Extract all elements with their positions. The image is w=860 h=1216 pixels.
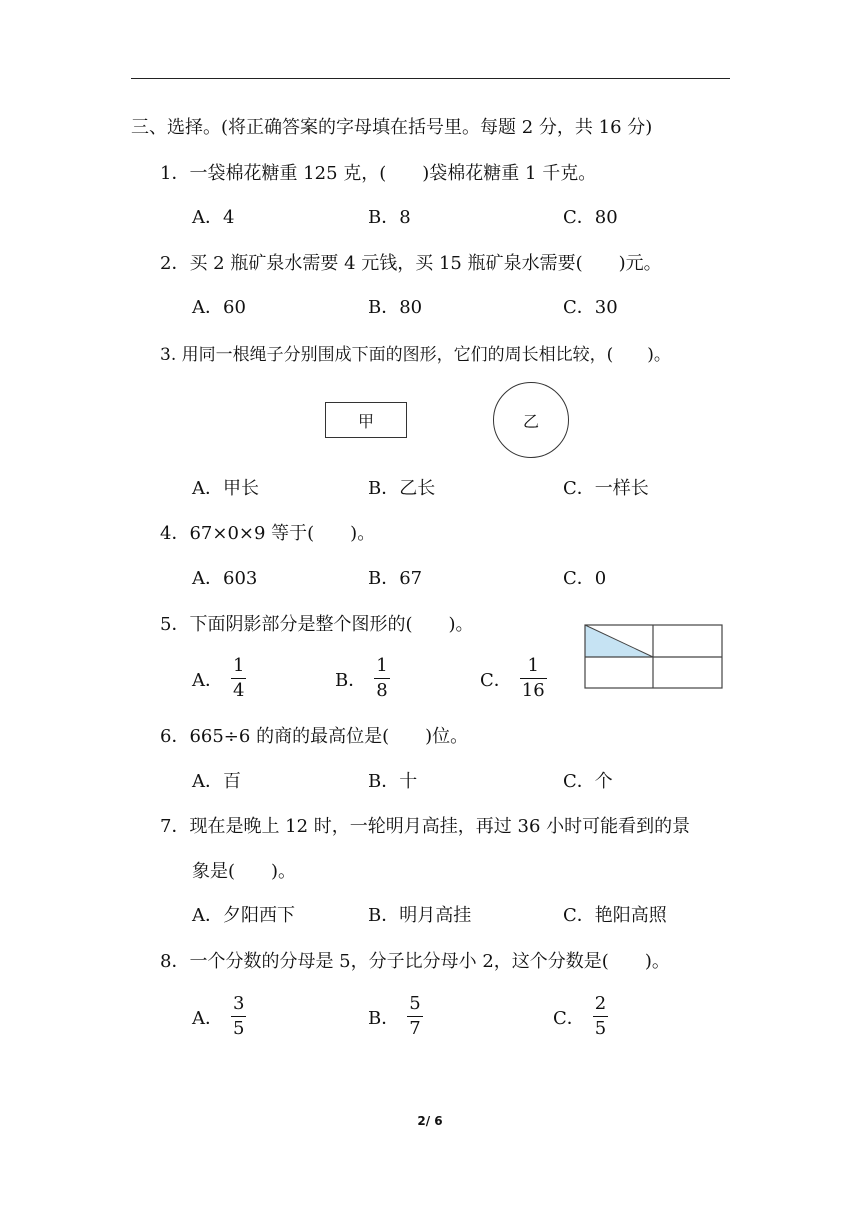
question-8: 8．一个分数的分母是 5，分子比分母小 2，这个分数是( )。 <box>160 951 670 972</box>
question-7-line-1: 7．现在是晚上 12 时，一轮明月高挂，再过 36 小时可能看到的景 <box>160 816 691 837</box>
fraction <box>231 656 246 701</box>
section-title: 三、选择。(将正确答案的字母填在括号里。每题 2 分，共 16 分) <box>131 117 653 138</box>
q8-option-a-letter: A． <box>192 1007 223 1029</box>
fraction <box>374 656 389 701</box>
circle-yi <box>493 382 569 458</box>
q1-option-a[interactable]: A．4 <box>192 207 235 228</box>
q7-option-a[interactable]: A．夕阳西下 <box>192 905 295 926</box>
q6-option-a[interactable]: A．百 <box>192 771 241 792</box>
q8-option-b[interactable] <box>368 994 423 1039</box>
rectangle-jia <box>325 402 407 438</box>
q5-option-a[interactable] <box>192 656 246 701</box>
q5-option-c-letter: C． <box>480 669 512 691</box>
denominator: 4 <box>233 680 245 701</box>
q5-option-a-letter: A． <box>192 669 223 691</box>
denominator: 16 <box>521 680 545 701</box>
q3-option-c[interactable]: C．一样长 <box>563 478 649 499</box>
numerator: 5 <box>409 993 421 1014</box>
q6-option-b[interactable]: B．十 <box>368 771 418 792</box>
denominator: 7 <box>409 1018 421 1039</box>
header-rule <box>131 78 730 79</box>
q3-option-a[interactable]: A．甲长 <box>192 478 259 499</box>
q8-option-a[interactable] <box>192 994 246 1039</box>
q7-option-b[interactable]: B．明月高挂 <box>368 905 472 926</box>
fraction <box>231 994 246 1039</box>
question-6: 6．665÷6 的商的最高位是( )位。 <box>160 726 469 747</box>
question-5: 5．下面阴影部分是整个图形的( )。 <box>160 614 474 635</box>
q4-option-c[interactable]: C．0 <box>563 568 607 589</box>
q1-option-c[interactable]: C．80 <box>563 207 618 228</box>
q5-option-c[interactable] <box>480 656 547 701</box>
page-number: 2/ 6 <box>417 1114 443 1128</box>
q2-option-b[interactable]: B．80 <box>368 297 423 318</box>
numerator: 2 <box>594 993 607 1014</box>
question-7-line-2: 象是( )。 <box>192 861 297 882</box>
fraction <box>520 656 547 701</box>
q4-option-b[interactable]: B．67 <box>368 568 423 589</box>
q3-option-b[interactable]: B．乙长 <box>368 478 436 499</box>
circle-label: 乙 <box>522 411 539 431</box>
q8-option-c-letter: C． <box>553 1007 585 1029</box>
numerator: 3 <box>233 993 245 1014</box>
denominator: 8 <box>376 680 388 701</box>
question-3: 3. 用同一根绳子分别围成下面的图形，它们的周长相比较，( )。 <box>160 345 671 365</box>
question-1: 1．一袋棉花糖重 125 克，( )袋棉花糖重 1 千克。 <box>160 163 597 184</box>
q8-option-b-letter: B． <box>368 1007 400 1029</box>
denominator: 5 <box>594 1018 607 1039</box>
q5-option-b[interactable] <box>335 656 390 701</box>
shaded-grid-figure <box>584 624 724 690</box>
q5-option-b-letter: B． <box>335 669 367 691</box>
q6-option-c[interactable]: C．个 <box>563 771 613 792</box>
q2-option-a[interactable]: A．60 <box>192 297 246 318</box>
question-2: 2．买 2 瓶矿泉水需要 4 元钱，买 15 瓶矿泉水需要( )元。 <box>160 253 662 274</box>
q7-option-c[interactable]: C．艳阳高照 <box>563 905 667 926</box>
rectangle-label: 甲 <box>357 411 374 431</box>
q1-option-b[interactable]: B．8 <box>368 207 411 228</box>
question-4: 4．67×0×9 等于( )。 <box>160 523 376 544</box>
numerator: 1 <box>376 655 388 676</box>
fraction <box>593 994 608 1039</box>
q8-option-c[interactable] <box>553 994 608 1039</box>
fraction <box>407 994 422 1039</box>
q4-option-a[interactable]: A．603 <box>192 568 258 589</box>
q2-option-c[interactable]: C．30 <box>563 297 618 318</box>
numerator: 1 <box>233 655 245 676</box>
denominator: 5 <box>233 1018 245 1039</box>
numerator: 1 <box>527 655 539 676</box>
